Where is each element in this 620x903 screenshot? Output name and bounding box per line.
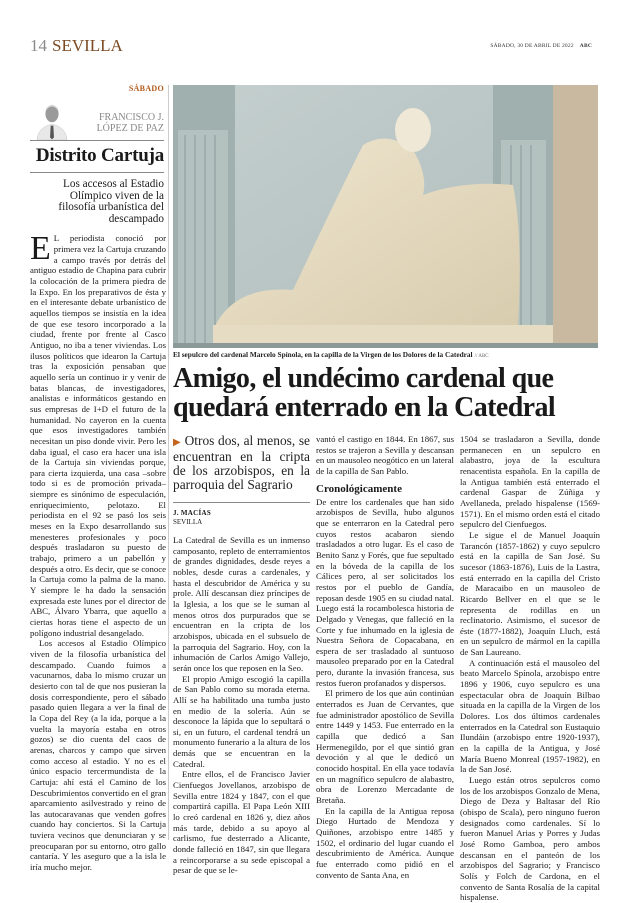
article-columns bbox=[173, 434, 600, 903]
subheadline bbox=[173, 434, 310, 492]
page-folio bbox=[30, 36, 123, 56]
dateline bbox=[490, 43, 592, 49]
triangle-bullet-icon: ▶ bbox=[173, 437, 181, 448]
brand: ABC bbox=[579, 43, 592, 49]
opinion-column bbox=[30, 84, 167, 873]
author-name-line2: LÓPEZ DE PAZ bbox=[96, 123, 164, 134]
opinion-title: Distrito Cartuja bbox=[35, 145, 164, 166]
article-paragraph: vantó el castigo en 1844. En 1867, sus restos se trajeron a Sevilla y descansan en un mausoleo neogótico en un lateral de la capilla de San Pablo. bbox=[316, 434, 454, 476]
subheadline-text: Otros dos, al menos, se encuentran en la cripta de los arzobispos, en la parroquia del Sagrario bbox=[173, 433, 310, 492]
article-column-1 bbox=[173, 434, 310, 903]
opinion-body bbox=[30, 230, 167, 873]
section-heading: Cronológicamente bbox=[316, 482, 402, 495]
column-day-label: SÁBADO bbox=[128, 84, 164, 93]
article-paragraph: A continuación está el mausoleo del beato Marcelo Spínola, arzobispo entre 1896 y 1906, cuyo sepulcro es una espectacular obra de Joaquín Bilbao situada en la capilla de la Virgen de los Dolores. Los dos últimos cardenales enterrados en la Catedral son Eustaquio Ilundáin (arzobispo entre 1920-1937), en la capilla de la Antigua, y José María Bueno Monreal (1957-1982), en la de San José. bbox=[460, 657, 600, 775]
divider bbox=[173, 502, 310, 503]
opinion-paragraph: Los accesos al Estadio Olímpico viven de la filosofía urbanística del descampado. Cuando fuimos a vacunarnos, daba lo mismo cruzar un desierto con tal de que nos pusieran la dosis correspondiente, pero el sábado pasado quien llegara a ver la final de la Copa del Rey (a la ida, porque a la vuelta la mayoría estaba en otros gozos) se dio cuenta del caos de arenas, charcos y campo que sirven como acceso al estadio. Y no es el único espacio tercermundista de la Cartuja: ahí está el Camino de los Descubrimientos convertido en el gran aparcamiento asilvestrado y reino de las autocaravanas que venden gofres cuando hay conciertos. Si la Cartuja tuviera vecinos que denunciaran y se preocuparan por su entorno, otro gallo cantaría. Y les aseguro que a la isla le iría mucho mejor. bbox=[30, 638, 166, 873]
headline: Amigo, el undécimo cardenal que quedará enterrado en la Catedral bbox=[173, 363, 556, 423]
author-photo bbox=[32, 98, 72, 140]
article bbox=[173, 364, 600, 903]
article-paragraph: 1504 se trasladaron a Sevilla, donde permanecen en un sepulcro en alabastro, joya de la escultura renacentista española. En la capilla de la Antigua también está enterrado el cardenal Gaspar de Zúñiga y Avellaneda, prelado hispalense (1569-1571). En el mismo orden está el citado sepulcro del Cienfuegos. bbox=[460, 434, 600, 530]
byline bbox=[173, 509, 310, 527]
page-number: 14 bbox=[30, 36, 47, 55]
author-row bbox=[30, 96, 164, 140]
author-name bbox=[97, 112, 164, 134]
opinion-subtitle: Los accesos al Estadio Olímpico viven de la filosofía urbanística del descampado bbox=[58, 178, 164, 225]
column-divider bbox=[168, 85, 169, 840]
caption-text: El sepulcro del cardenal Marcelo Spínola, en la capilla de la Virgen de los Dolores de la Catedral bbox=[173, 350, 473, 359]
byline-place: SEVILLA bbox=[173, 518, 203, 526]
article-paragraph: Luego están otros sepulcros como los de los arzobispos Gonzalo de Mena, Diego de Deza y Baltasar del Río (obispo de Scala), pero ninguno fueron designados como cardenales. Sí lo fueron Manuel Arias y Porres y Judas José Romo Gamboa, pero ambos descansan en el panteón de los arzobispos del Sagrario; y Francisco Solís y Folch de Cardona, en el convento de Santa Rosalía de la capital hispalense. bbox=[460, 775, 600, 903]
article-paragraph: La Catedral de Sevilla es un inmenso camposanto, repleto de enterramientos de grandes dignidades, desde reyes a nobles, desde curas a cardenales, y hasta el descubridor de América y su prole. Allí descansan diez príncipes de la Iglesia, a los que se le suman al menos otros dos purpurados que se encuentran en la cripta de los arzobispos, ubicada en el subsuelo de la parroquia del Sagrario. Hoy, con la inhumación de Carlos Amigo Vallejo, serán once los que reposen en la Seo. bbox=[173, 535, 310, 673]
issue-date: SÁBADO, 30 DE ABRIL DE 2022 bbox=[490, 43, 574, 49]
article-paragraph: En la capilla de la Antigua reposa Diego Hurtado de Mendoza y Quiñones, arzobispo entre 1485 y 1502, el ordinario del lugar cuando el descubrimiento de América. Aunque fue enterrado como pidió en el convento de Santa Ana, en bbox=[316, 805, 454, 880]
opinion-paragraph-text: L periodista conoció por primera vez la Cartuja cruzando a campo través por detrás del antiguo estadio de Chapina para cubrir la colocación de la primera piedra de la Expo. En los preparativos de ésta y en el interesante debate urbanístico de aquellos tiempos se insistía en la idea de que ese tesoro incorporado a la ciudad, frente por frente al Casco Antiguo, no iba a tener viviendas. Los ilusos políticos que idearon la Cartuja tras la exposición pensaban que aquello sería un continuo ir y venir de batas blancas, de investigadores, analistas e informáticos gestando en sus empresas de I+D el futuro de la humanidad. No cayeron en la cuenta que esos investigadores también necesitan un piso donde vivir. Pero les daba igual, el caso era hacer una isla de la Cartuja sin viviendas porque, para cierta izquierda, una casa –sobre todo si es de promoción privada– siempre es sinónimo de especulación, enriquecimiento, pelotazo. El periodista en el 92 se pasó los seis meses en la Expo desarrollando sus menesteres profesionales y poco después trasladaron su puesto de trabajo, primero a un pabellón y después a otro. Es decir, que se conoce la Cartuja como la palma de la mano. Y siempre le ha dado la sensación expresada este lunes por el director de ABC, Álvaro Ybarra, que aquello a ciertas horas tiene el aspecto de un polígono industrial desangelado. bbox=[30, 233, 167, 638]
article-paragraph: Le sigue el de Manuel Joaquín Tarancón (1857-1862) y cuyo sepulcro está en la capilla de San José. Su sucesor (1863-1876), Luis de la Lastra, está enterrado en la capilla del Cristo de Maracaibo en un mausoleo de Ricardo Bellver en el que se le representa de rodillas en un reclinatorio. Asimismo, el sucesor de éste (1877-1882), Joaquín Lluch, está en un sepulcro de mármol en la capilla de San Laureano. bbox=[460, 529, 600, 658]
article-column-2 bbox=[316, 434, 454, 903]
photo-credit: // ABC bbox=[474, 354, 489, 359]
article-paragraph: El propio Amigo escogió la capilla de San Pablo como su morada eterna. Allí se ha habilitado una tumba justo en medio de la solería. Aún se desconoce la lápida que lo sepultará o si, en un futuro, el cardenal tendrá un monumento funerario a la altura de los demás que se encuentran en la Catedral. bbox=[173, 673, 310, 769]
drop-cap: E bbox=[30, 230, 51, 268]
article-column-3 bbox=[460, 434, 600, 903]
article-paragraph: Entre ellos, el de Francisco Javier Cienfuegos Jovellanos, arzobispo de Sevilla entre 1824 y 1847, con el que compartirá capilla. El Papa León XIII lo creó cardenal en 1826 y, diez años más tarde, debido a su apoyo al carlismo, fue desterrado a Alicante, donde falleció en 1847, sin que llegara a reincorporarse a su sede episcopal a pesar de que se le- bbox=[173, 769, 310, 876]
author-name-line1: FRANCISCO J. bbox=[98, 112, 164, 123]
article-paragraph: De entre los cardenales que han sido arzobispos de Sevilla, hubo algunos que se enterraron en la Catedral pero cuyos restos acabaron siendo trasladados a otro lugar. Es el caso de Benito Sanz y Forés, que fue sepultado en la bóveda de la capilla de los Cálices pero, al ser solicitados los restos por el pueblo de Gandía, reposan desde 1905 en su ciudad natal. Luego está la rocambolesca historia de Delgado y Venegas, que falleció en la Corte y fue inhumado en la iglesia de Nuestra Señora de Copacabana, en espera de ser trasladado al suntuoso mausoleo preparado por en la Catedral pero, durante la invasión francesa, sus restos fueron profanados y dispersos. bbox=[316, 496, 454, 688]
byline-author: J. MACÍAS bbox=[173, 509, 212, 517]
sculpture-photo bbox=[173, 85, 598, 348]
section-name: SEVILLA bbox=[52, 36, 123, 55]
article-paragraph: El primero de los que aún continúan enterrados es Juan de Cervantes, que fue administrador apostólico de Sevilla entre 1449 y 1453. Fue enterrado en la capilla que dedicó a San Hermenegildo, por el que sintió gran devoción y al que le dedicó un conocido hospital. En ella yace todavía en un magnífico sepulcro de alabastro, obra de Lorenzo Mercadante de Bretaña. bbox=[316, 688, 454, 805]
photo-caption bbox=[173, 350, 598, 361]
opinion-paragraph bbox=[30, 230, 167, 638]
